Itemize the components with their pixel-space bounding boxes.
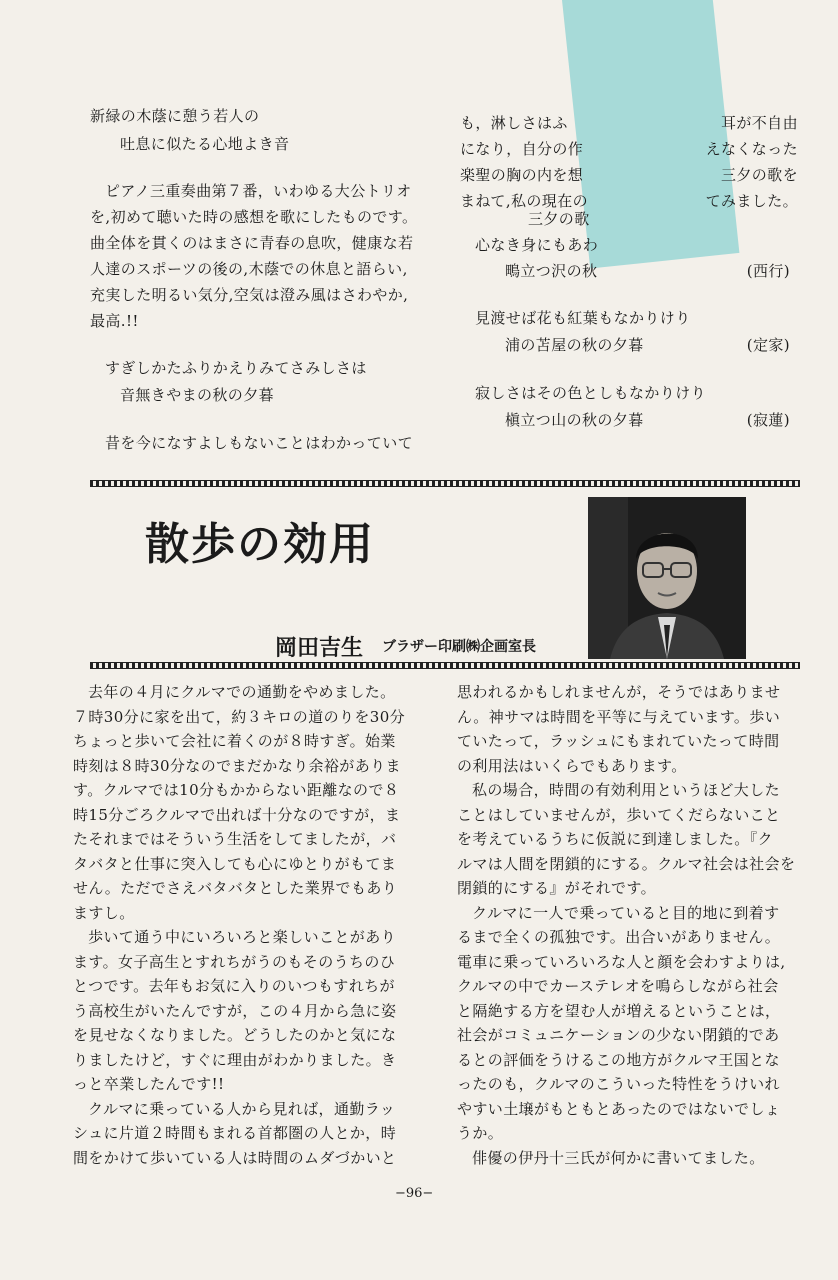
article-text-line: クルマの中でカーステレオを鳴らしながら社会 — [457, 977, 779, 995]
text-line: まねて,私の現在の — [460, 192, 588, 210]
article-text-line: 時刻は８時30分なのでまだかなり余裕がありま — [73, 756, 401, 775]
article-text-line: を考えているうちに仮説に到達しました。『ク — [457, 830, 773, 848]
article-text-line: うか。 — [457, 1124, 504, 1142]
article-text-line: う高校生がいたんですが，この４月から急に姿 — [73, 1001, 397, 1020]
article-text-line: と隔絶する方を望む人が増えるということは， — [457, 1001, 781, 1020]
article-text-line: ことはしていませんが，歩いてくだらないこと — [457, 805, 781, 824]
article-text-line: たそれまではそういう生活をしてましたが，バ — [73, 830, 397, 848]
article-text-line: 去年の４月にクルマでの通勤をやめました。 — [88, 683, 396, 701]
article-text-line: 閉鎖的にする』がそれです。 — [457, 879, 657, 897]
article-text-line: 電車に乗っていろいろな人と顔を会わすよりは, — [457, 952, 786, 971]
article-text-line: 時15分ごろクルマで出れば十分なのですが，ま — [73, 805, 401, 824]
poet-name: (定家) — [746, 336, 790, 354]
ornamental-divider — [90, 480, 800, 487]
article-text-line: 私の場合，時間の有効利用というほど大した — [472, 781, 781, 799]
article-text-line: 間をかけて歩いている人は時間のムダづかいと — [73, 1148, 397, 1167]
text-line: を,初めて聴いた時の感想を歌にしたものです。 — [90, 208, 418, 226]
article-text-line: やすい土壌がもともとあったのではないでしょ — [457, 1099, 781, 1118]
text-line: 三夕の歌を — [720, 166, 798, 184]
poem-line: 見渡せば花も紅葉もなかりけり — [475, 309, 691, 327]
article-text-line: 俳優の伊丹十三氏が何かに書いてました。 — [472, 1148, 765, 1167]
poet-name: (寂蓮) — [746, 411, 790, 429]
poem-line: すぎしかたふりかえりみてさみしさは — [105, 359, 367, 377]
article-text-line: ます。女子高生とすれちがうのもそのうちのひ — [73, 952, 396, 971]
poem-line: 心なき身にもあわ — [475, 236, 599, 254]
author-affiliation: ブラザー印刷㈱企画室長 — [382, 639, 536, 655]
article-text-line: ていたって，ラッシュにもまれていたって時間 — [457, 732, 780, 750]
text-line: 耳が不自由 — [720, 114, 798, 132]
author-name: 岡田吉生 — [275, 636, 364, 661]
poem-line: 浦の苫屋の秋の夕暮 — [505, 336, 644, 354]
text-line: 最高.!! — [90, 312, 139, 330]
article-text-line: っと卒業したんです!! — [73, 1075, 225, 1093]
poem-line: 鴫立つ沢の秋 — [505, 262, 598, 280]
text-line: てみました。 — [705, 192, 798, 210]
poem-line: 吐息に似たる心地よき音 — [120, 135, 290, 153]
section-heading: 三夕の歌 — [528, 210, 590, 228]
poem-line: 寂しさはその色としもなかりけり — [475, 384, 707, 402]
article-text-line: ちょっと歩いて会社に着くのが８時すぎ。始業 — [73, 732, 396, 750]
article-text-line: ７時30分に家を出て，約３キロの道のりを30分 — [73, 707, 406, 726]
text-line: 昔を今になすよしもないことはわかっていて — [105, 434, 414, 452]
article-text-line: 思われるかもしれませんが，そうではありませ — [457, 683, 781, 701]
poem-line: 音無きやまの秋の夕暮 — [120, 386, 275, 404]
article-text-line: りましたけど，すぐに理由がわかりました。き — [73, 1050, 397, 1069]
article-text-line: 歩いて通う中にいろいろと楽しいことがあり — [88, 928, 397, 946]
text-line: ピアノ三重奏曲第７番，いわゆる大公トリオ — [105, 182, 412, 200]
poem-line: 新緑の木蔭に憩う若人の — [90, 107, 260, 125]
article-text-line: せん。ただでさえバタバタとした業界でもあり — [73, 879, 398, 897]
article-title: 散歩の効用 — [145, 519, 375, 570]
article-text-line: ん。神サマは時間を平等に与えています。歩い — [457, 707, 781, 726]
text-line: になり，自分の作 — [460, 140, 584, 158]
text-line: も，淋しさはふ — [460, 114, 568, 132]
ornamental-divider — [90, 662, 800, 669]
poem-line: 槇立つ山の秋の夕暮 — [505, 411, 644, 429]
article-text-line: す。クルマでは10分もかからない距離なので８ — [73, 781, 400, 799]
article-text-line: るとの評価をうけるこの地方がクルマ王国とな — [457, 1050, 780, 1069]
article-text-line: ったのも，クルマのこういった特性をうけいれ — [457, 1075, 780, 1093]
article-text-line: シュに片道２時間もまれる首都圏の人とか，時 — [73, 1124, 397, 1142]
article-text-line: クルマに乗っている人から見れば，通勤ラッ — [88, 1099, 396, 1118]
article-text-line: を見せなくなりました。どうしたのかと気にな — [73, 1026, 397, 1044]
article-text-line: 社会がコミュニケーションの少ない閉鎖的であ — [457, 1026, 780, 1044]
text-line: えなくなった — [705, 140, 798, 158]
text-line: 曲全体を貫くのはまさに青春の息吹，健康な若 — [90, 234, 414, 252]
text-line: 充実した明るい気分,空気は澄み風はさわやか, — [90, 286, 409, 304]
article-text-line: とつです。去年もお気に入りのいつもすれちが — [73, 977, 395, 995]
article-text-line: タバタと仕事に突入しても心にゆとりがもてま — [73, 854, 397, 873]
poet-name: (西行) — [746, 262, 790, 280]
text-line: 人達のスポーツの後の,木蔭での休息と語らい, — [90, 260, 408, 278]
article-text-line: ルマは人間を閉鎖的にする。クルマ社会は社会を — [457, 854, 796, 873]
article-text-line: るまで全くの孤独です。出合いがありません。 — [457, 928, 781, 946]
article-text-line: の利用法はいくらでもあります。 — [457, 756, 687, 775]
article-text-line: ますし。 — [73, 903, 135, 922]
text-line: 楽聖の胸の内を想 — [460, 166, 584, 184]
article-text-line: クルマに一人で乗っていると目的地に到着す — [472, 903, 780, 922]
page-number: −96− — [395, 1186, 434, 1201]
portrait-photo-icon — [588, 497, 746, 659]
